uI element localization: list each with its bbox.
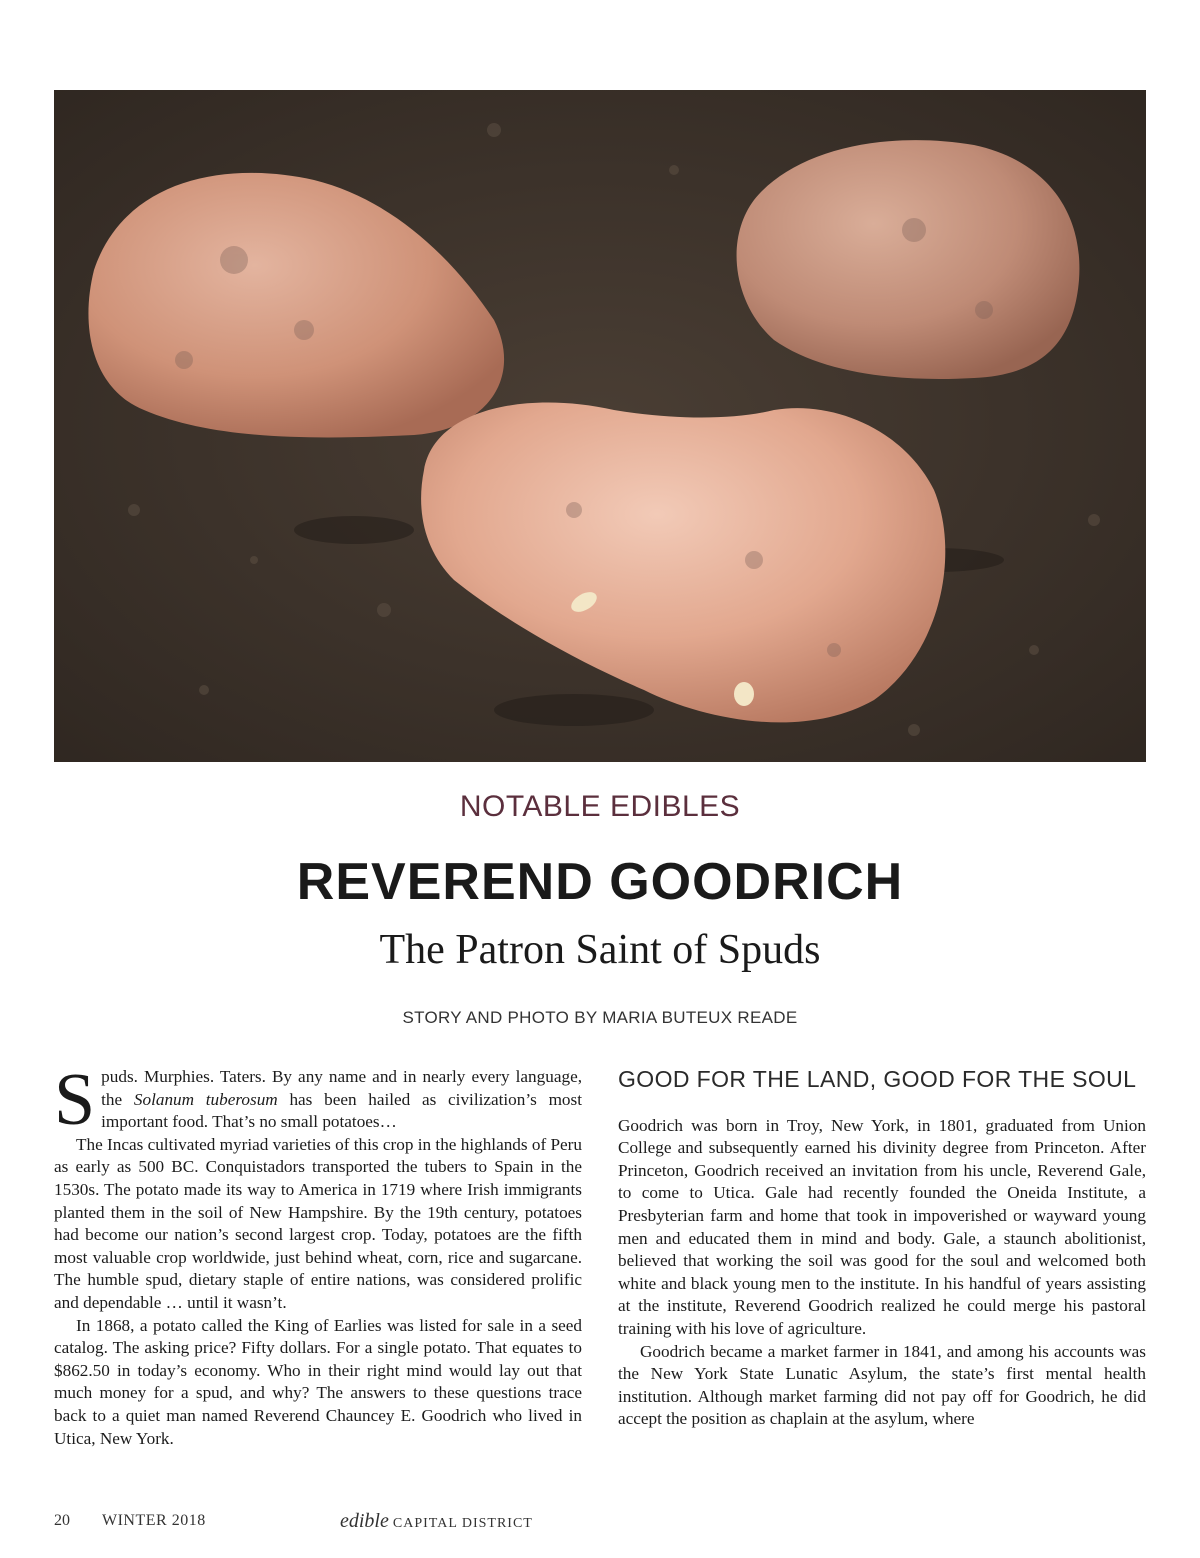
intro-text-1: puds. Murphies. Taters. By any name and in nearly every language, the xyxy=(101,1067,582,1109)
hero-photo xyxy=(54,90,1146,762)
brand-caps: CAPITAL DISTRICT xyxy=(392,1516,533,1531)
article-byline: STORY AND PHOTO BY MARIA BUTEUX READE xyxy=(402,1008,798,1027)
issue-date: WINTER 2018 xyxy=(102,1512,206,1529)
right-column xyxy=(618,1066,1146,1431)
right-paragraph: Goodrich was born in Troy, New York, in 1801, graduated from Union College and subsequently earned his divinity degree from Princeton. After Princeton, Goodrich received an invitation from his uncle, Reverend Gale, to come to Utica. Gale had recently founded the Oneida Institute, a Presbyterian farm and home that took in impoverished or wayward young men and educated them in mind and body. Gale, a staunch abolitionist, believed that working the soil was good for the soul and welcomed both white and black young men to the institute. In his handful of years assisting at the institute, Reverend Goodrich realized he could merge his pastoral training with his love of agriculture. xyxy=(618,1115,1146,1338)
intro-italic-term: Solanum tuberosum xyxy=(133,1089,278,1109)
magazine-brand xyxy=(340,1510,533,1533)
left-column xyxy=(54,1059,582,1450)
article-subhead: The Patron Saint of Spuds xyxy=(379,927,821,973)
left-paragraph: In 1868, a potato called the King of Earlies was listed for sale in a seed catalog. The asking price? Fifty dollars. For a single potato. That equates to $862.50 in today’s economy. Who in their right mind would lay out that much money for a spud, and why? The answers to these questions trace back to a quiet man named Reverend Chauncey E. Goodrich who lived in Utica, New York. xyxy=(54,1315,582,1448)
brand-italic: edible xyxy=(340,1510,389,1532)
page-footer xyxy=(54,1510,754,1534)
section-kicker: NOTABLE EDIBLES xyxy=(459,790,741,823)
potatoes-in-soil-image xyxy=(54,90,1146,762)
drop-cap: S xyxy=(54,1059,96,1141)
left-paragraph: The Incas cultivated myriad varieties of this crop in the highlands of Peru as early as 500 BC. Conquistadors transported the tubers to Spain in the 1530s. The potato made its way to America in 1719 where Irish immigrants planted them in the soil of New Hampshire. By the 19th century, potatoes had become our nation’s second largest crop. Today, potatoes are the fifth most valuable crop worldwide, just behind wheat, corn, rice and sugarcane. The humble spud, dietary staple of entire nations, was considered prolific and dependable … until it wasn’t. xyxy=(54,1134,582,1312)
intro-paragraph xyxy=(54,1059,582,1141)
section-heading: GOOD FOR THE LAND, GOOD FOR THE SOUL xyxy=(618,1066,1137,1092)
page-number: 20 xyxy=(54,1512,70,1529)
right-paragraph: Goodrich became a market farmer in 1841, and among his accounts was the New York State Lunatic Asylum, the state’s first mental health institution. Although market farming did not pay off for Goodrich, he did accept the position as chaplain at the asylum, where xyxy=(618,1341,1146,1429)
article-headline: REVEREND GOODRICH xyxy=(296,853,904,911)
intro-text-2: has been hailed as civilization’s most important food. That’s no small potatoes… xyxy=(101,1089,582,1132)
